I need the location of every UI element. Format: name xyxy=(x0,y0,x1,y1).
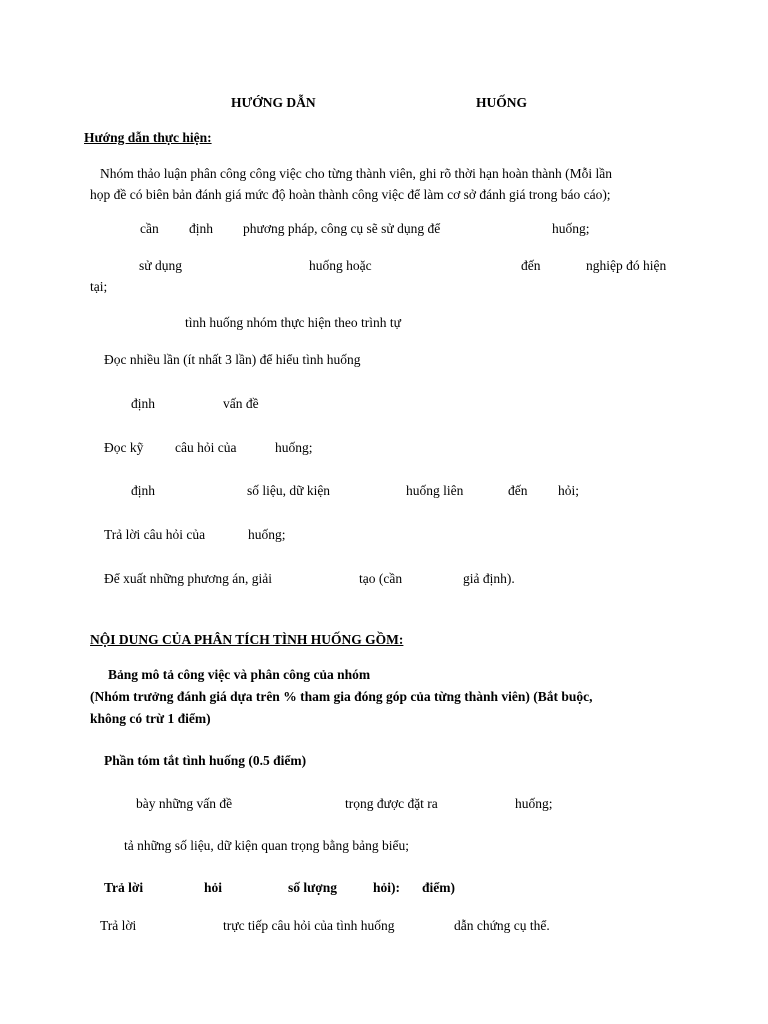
fragment: huống; xyxy=(515,796,553,811)
section-heading-content: NỘI DUNG CỦA PHÂN TÍCH TÌNH HUỐNG GỒM: xyxy=(90,632,404,647)
bold-line: Phần tóm tắt tình huống (0.5 điểm) xyxy=(104,753,307,768)
fragment: huống hoặc xyxy=(309,258,372,273)
fragment: phương pháp, công cụ sẽ sử dụng để xyxy=(243,221,441,236)
fragment: nghiệp đó hiện xyxy=(586,258,667,273)
fragment: điểm) xyxy=(422,880,455,895)
fragment: huống; xyxy=(552,221,590,236)
paragraph-line: họp đề có biên bản đánh giá mức độ hoàn thành công việc để làm cơ sở đánh giá trong báo cáo); xyxy=(90,187,611,202)
fragment: trực tiếp câu hỏi của tình huống xyxy=(223,918,395,933)
fragment: huống; xyxy=(248,527,286,542)
fragment: tình huống nhóm thực hiện theo trình tự xyxy=(185,315,401,330)
fragment: số lượng xyxy=(288,880,337,895)
title-left: HƯỚNG DẪN xyxy=(231,95,316,110)
fragment: tả những số liệu, dữ kiện quan trọng bằng bảng biểu; xyxy=(124,838,409,853)
paragraph-line: Nhóm thảo luận phân công công việc cho từng thành viên, ghi rõ thời hạn hoàn thành (Mỗi lần xyxy=(100,166,612,181)
bold-line: Bảng mô tả công việc và phân công của nhóm xyxy=(108,667,371,682)
fragment: hỏi; xyxy=(558,483,580,498)
fragment: sử dụng xyxy=(139,258,182,273)
section-heading-instructions: Hướng dẫn thực hiện: xyxy=(84,130,212,145)
fragment: định xyxy=(131,483,156,498)
fragment: định xyxy=(189,221,214,236)
fragment: giả định). xyxy=(463,571,515,586)
bold-line: (Nhóm trưởng đánh giá dựa trên % tham gia đóng góp của từng thành viên) (Bắt buộc, xyxy=(90,689,593,704)
fragment: đến xyxy=(508,483,528,498)
fragment: đến xyxy=(521,258,541,273)
fragment: số liệu, dữ kiện xyxy=(247,483,331,498)
fragment: hỏi): xyxy=(373,880,400,895)
fragment: Trả lời xyxy=(100,918,137,933)
fragment: câu hỏi của xyxy=(175,440,237,455)
fragment: cần xyxy=(140,221,159,236)
fragment: tại; xyxy=(90,279,108,294)
fragment: Trả lời xyxy=(104,880,144,895)
fragment: Để xuất những phương án, giải xyxy=(104,571,272,586)
fragment: Đọc kỹ xyxy=(104,440,144,455)
fragment: hỏi xyxy=(204,880,223,895)
fragment: trọng được đặt ra xyxy=(345,796,438,811)
fragment: huống liên xyxy=(406,483,464,498)
fragment: tạo (cần xyxy=(359,571,403,586)
fragment: vấn đề xyxy=(223,396,259,411)
fragment: bày những vấn đề xyxy=(136,796,233,811)
fragment: dẫn chứng cụ thể. xyxy=(454,918,550,933)
list-item: Đọc nhiều lần (ít nhất 3 lần) để hiểu tình huống xyxy=(104,352,361,367)
fragment: Trả lời câu hỏi của xyxy=(104,527,206,542)
fragment: huống; xyxy=(275,440,313,455)
fragment: định xyxy=(131,396,156,411)
bold-line: không có trừ 1 điểm) xyxy=(90,711,211,726)
title-right: HUỐNG xyxy=(476,95,528,110)
